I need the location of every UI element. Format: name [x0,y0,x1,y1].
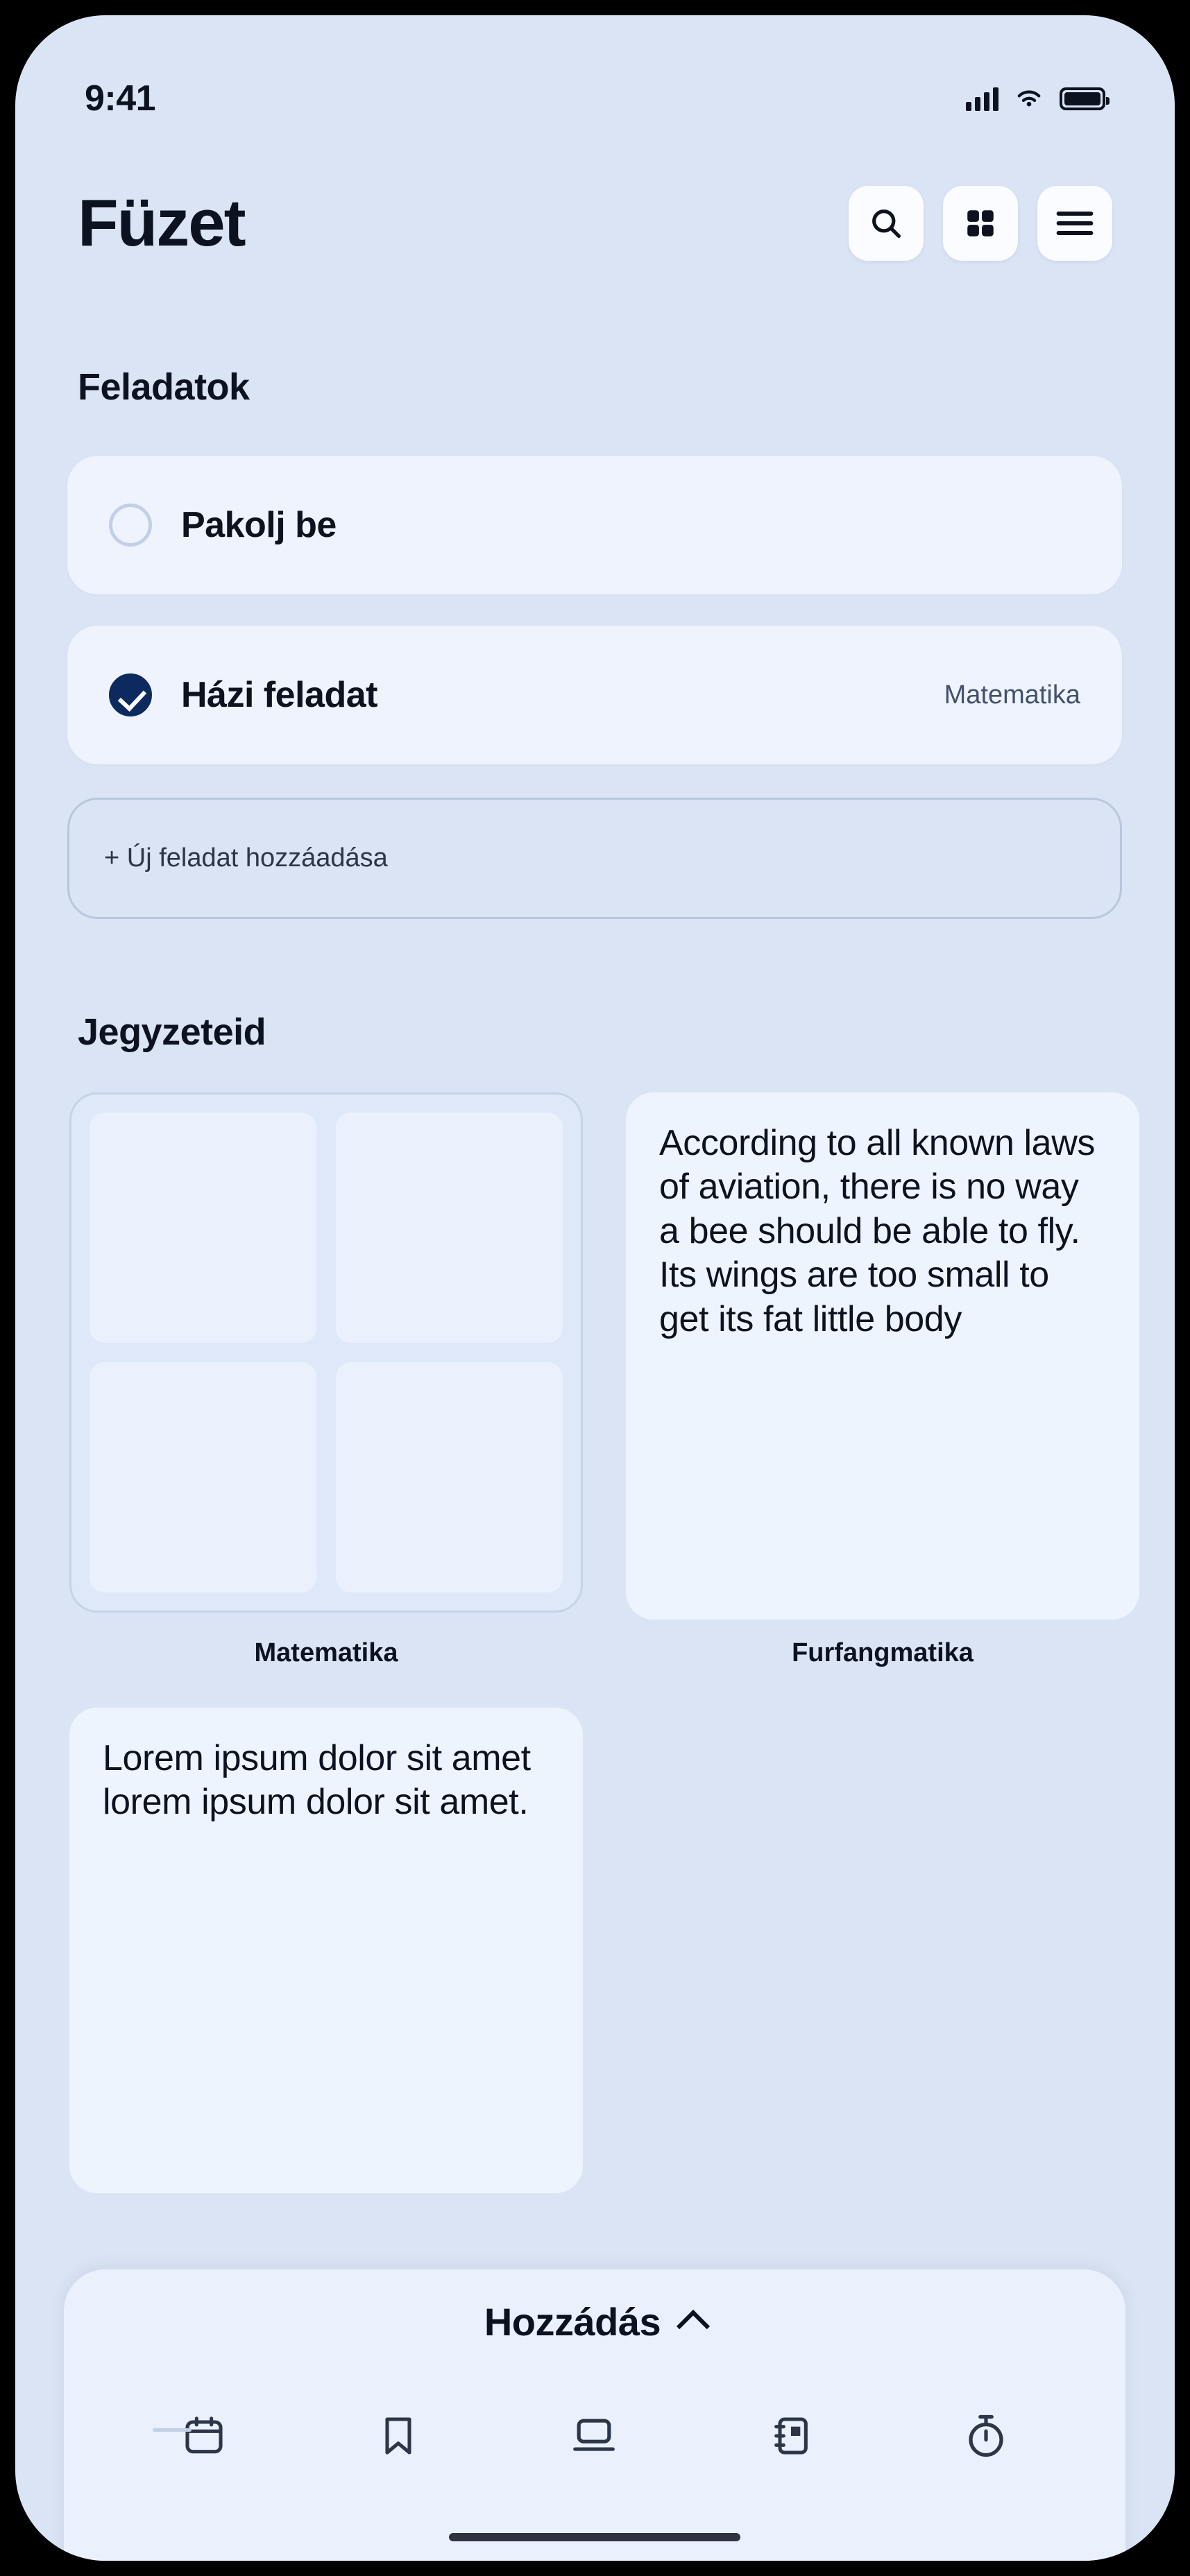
cellular-signal-icon [966,86,998,111]
wifi-icon [1014,87,1044,110]
task-checkbox[interactable] [109,673,152,716]
app-header [15,171,1175,275]
task-checkbox[interactable] [109,504,152,547]
header-actions [849,186,1112,261]
note-grid-cell [90,1113,316,1343]
task-row[interactable] [67,456,1122,594]
status-time: 9:41 [85,78,156,119]
bottom-sheet-handle[interactable] [64,2269,1125,2373]
status-icons [966,86,1105,111]
note-card[interactable] [69,1708,583,2193]
search-button[interactable] [849,186,924,261]
phone-screen [15,15,1175,2561]
bookmark-icon [378,2414,418,2458]
cards-icon [571,2415,617,2457]
task-row[interactable] [67,626,1122,764]
tab-notebook[interactable] [770,2414,813,2458]
note-card[interactable] [69,1092,583,1613]
note-card[interactable] [626,1092,1139,1620]
search-icon [868,205,904,241]
grid-view-button[interactable] [943,186,1018,261]
battery-icon [1060,87,1105,110]
note-grid-cell [336,1113,563,1343]
home-indicator [449,2533,740,2541]
tab-timer[interactable] [964,2413,1008,2459]
tab-bookmark[interactable] [378,2414,418,2458]
status-bar [15,15,1175,140]
task-tag: Matematika [944,680,1080,710]
note-grid-cell [90,1362,316,1592]
bottom-sheet-label: Hozzádás [484,2299,661,2344]
stopwatch-icon [964,2413,1008,2459]
note-grid-cell [336,1362,563,1592]
tasks-section-title: Feladatok [78,366,250,408]
task-label: Házi feladat [181,675,377,715]
note-caption: Matematika [254,1638,398,1667]
calendar-icon [182,2414,226,2458]
notebook-icon [770,2414,813,2458]
grid-icon [963,206,998,241]
drag-handle [153,2428,192,2432]
task-label: Pakolj be [181,505,337,545]
note-caption: Furfangmatika [792,1638,974,1667]
note-text: According to all known laws of aviation, there is no way a bee should be able to fly. Its wings are too small to get its fat little body [659,1123,1095,1339]
notes-section-title: Jegyzeteid [78,1011,266,1053]
page-title: Füzet [78,186,245,260]
tab-cards[interactable] [571,2415,617,2457]
note-thumbnail-grid [90,1113,563,1592]
tab-calendar[interactable] [182,2414,226,2458]
add-task-button[interactable]: + Új feladat hozzáadása [67,798,1122,919]
menu-button[interactable] [1037,186,1112,261]
tab-bar [64,2373,1125,2498]
chevron-up-icon[interactable] [677,2310,710,2343]
note-text: Lorem ipsum dolor sit amet lorem ipsum dolor sit amet. [103,1738,531,1823]
bottom-sheet[interactable] [64,2269,1125,2561]
hamburger-menu-icon [1055,208,1094,239]
